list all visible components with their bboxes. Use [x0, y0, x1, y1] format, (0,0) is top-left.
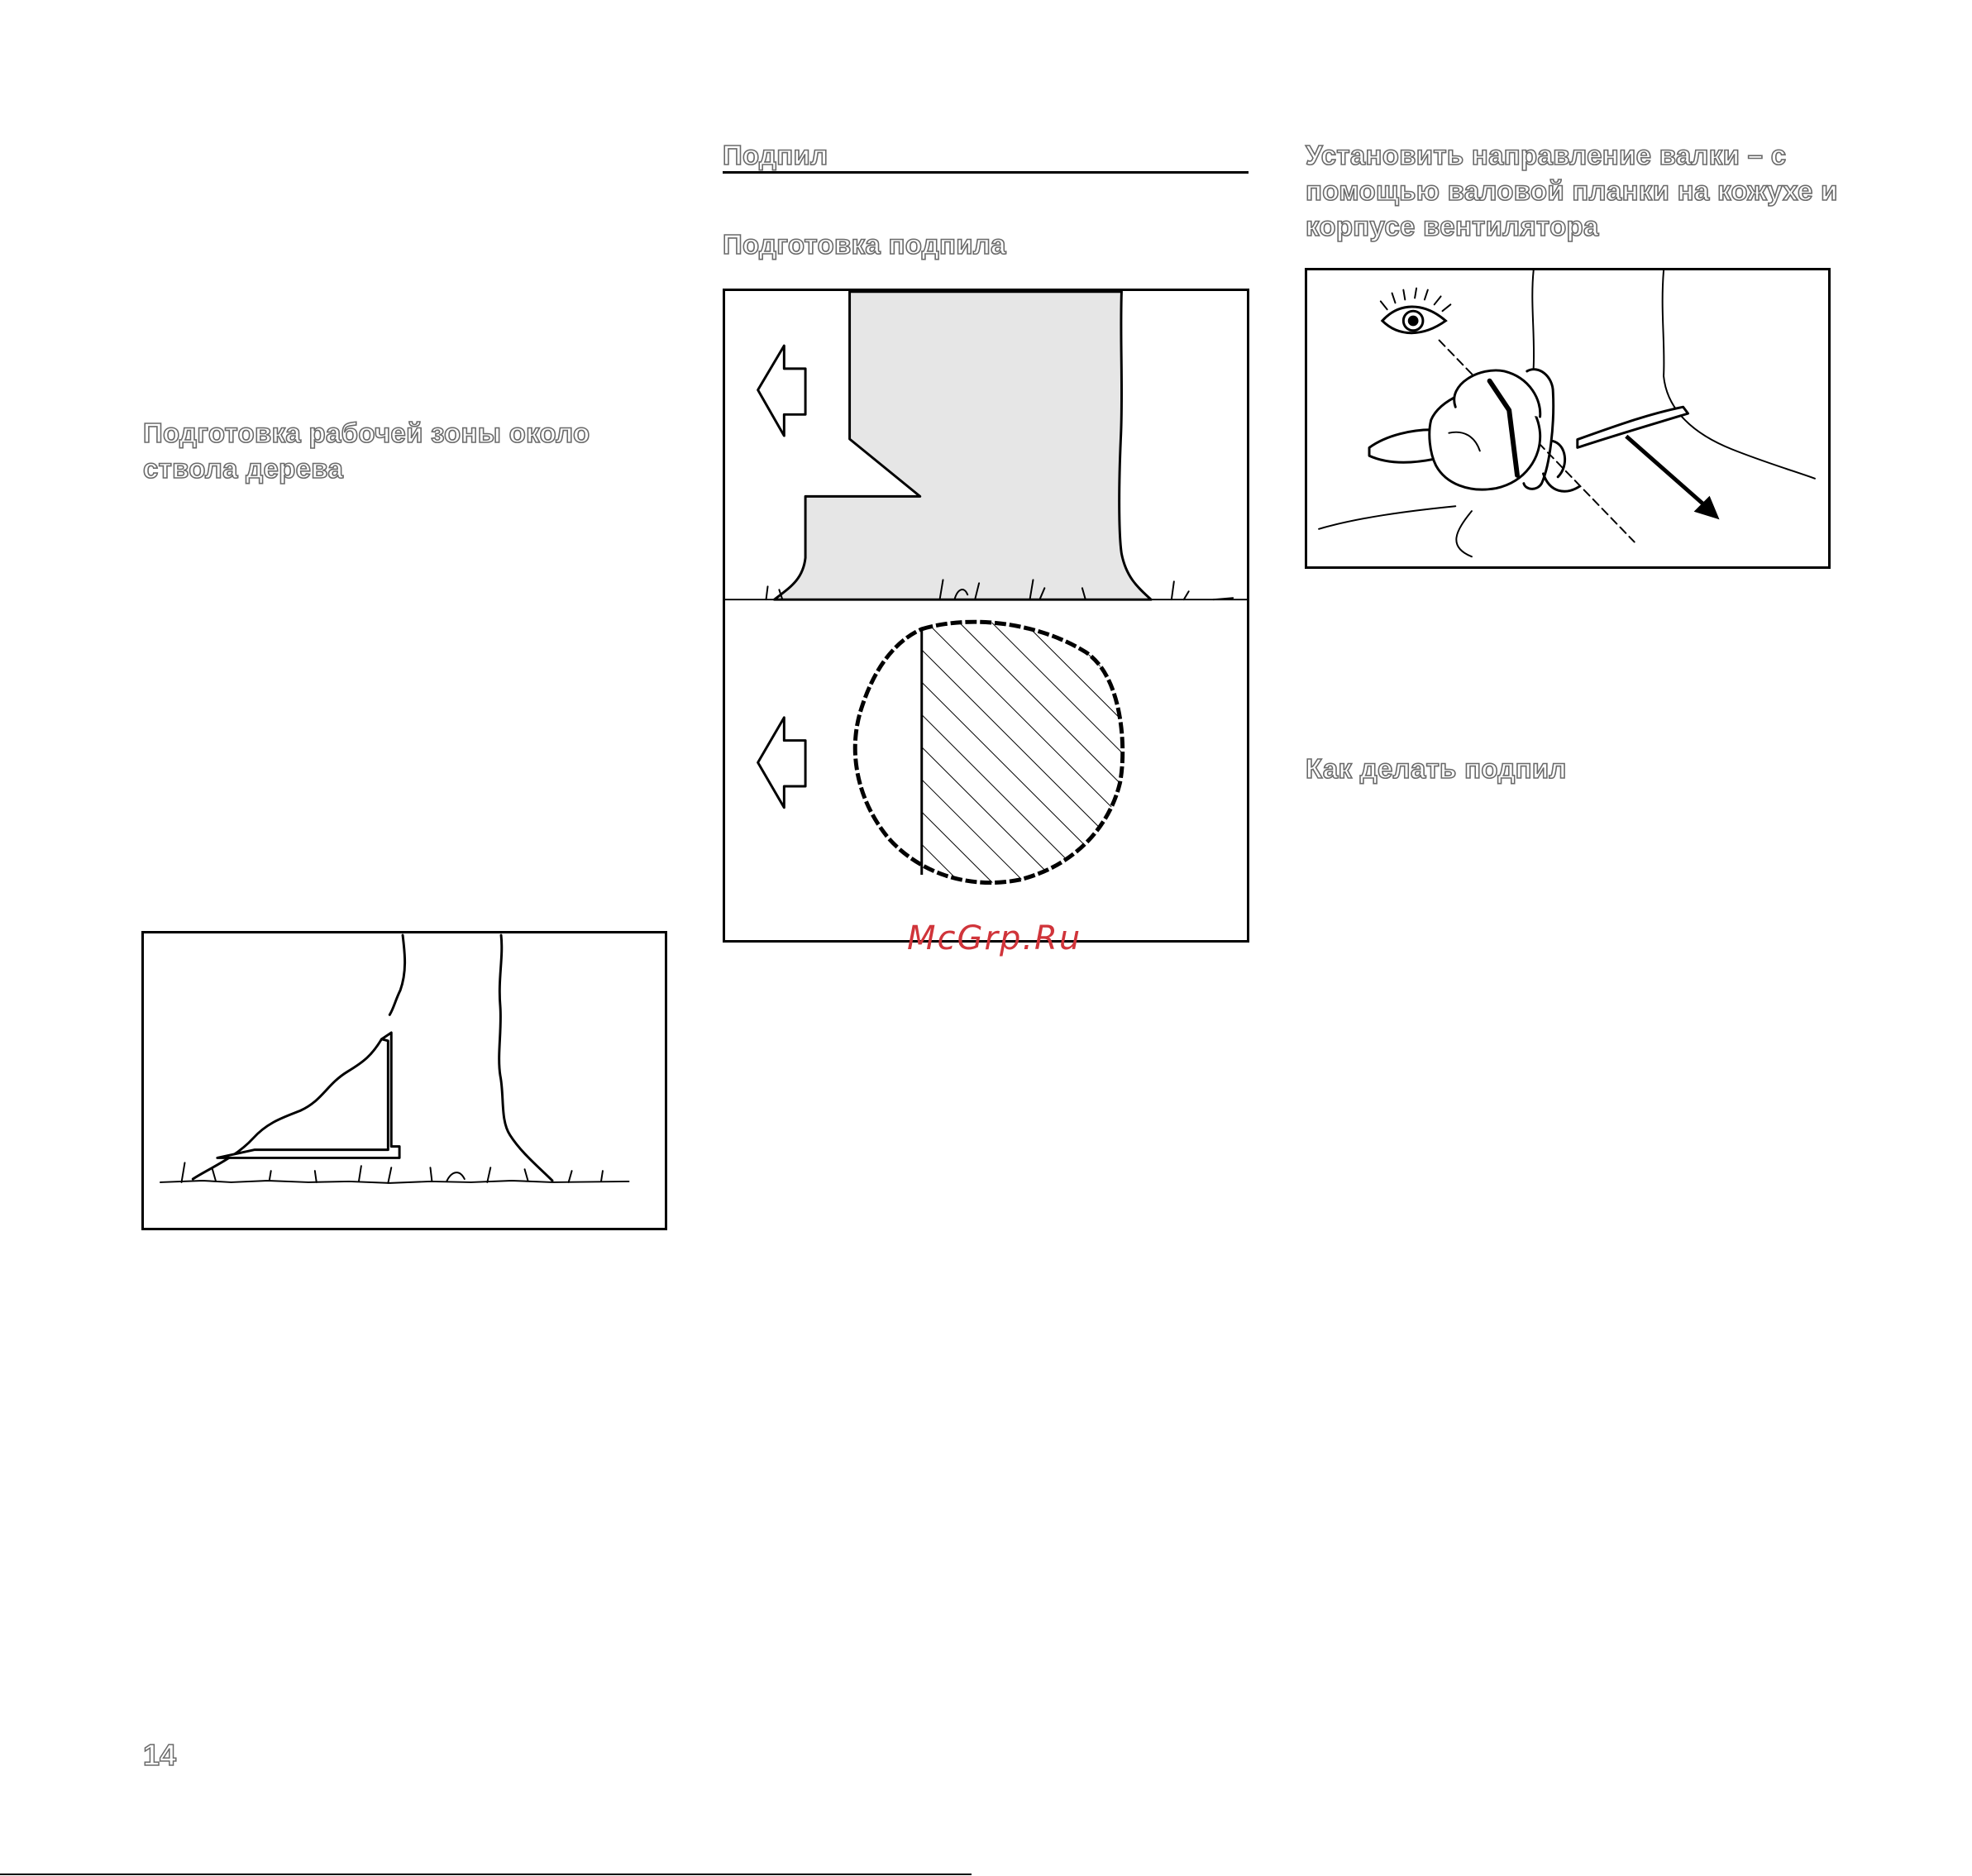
notch-prep-subheading: Подготовка подпила [723, 229, 1006, 260]
page-number: 14 [143, 1738, 177, 1772]
watermark: McGrp.Ru [907, 919, 1082, 957]
fell-direction-arrow-icon [758, 718, 805, 808]
fell-direction-arrow-icon [758, 346, 805, 436]
section-title: Подпил [723, 140, 828, 170]
trunk-side-view [774, 292, 1151, 599]
footer-rule [0, 1874, 972, 1875]
felling-direction-heading-line-3: корпусе вентилятора [1306, 211, 1599, 241]
how-to-notch-subheading: Как делать подпил [1306, 753, 1567, 784]
chainsaw-icon [1369, 370, 1688, 491]
notch-illustration [725, 291, 1247, 940]
work-area-heading-line-2: ствола дерева [143, 453, 344, 484]
felling-direction-illustration [1307, 270, 1828, 566]
felling-direction-heading [1306, 137, 1838, 244]
notch-prep-figure [723, 289, 1249, 943]
work-area-heading-line-1: Подготовка рабочей зоны около [143, 418, 590, 448]
work-area-heading [143, 415, 590, 486]
work-area-figure [141, 931, 667, 1230]
tree-base-cleared-illustration [144, 933, 665, 1228]
section-title-rule [723, 171, 1249, 174]
eye-icon [1381, 289, 1451, 333]
felling-direction-heading-line-1: Установить направление валки – с [1306, 140, 1787, 170]
felling-direction-heading-line-2: помощью валовой планки на кожухе и [1306, 175, 1838, 206]
felling-direction-figure [1305, 268, 1831, 569]
